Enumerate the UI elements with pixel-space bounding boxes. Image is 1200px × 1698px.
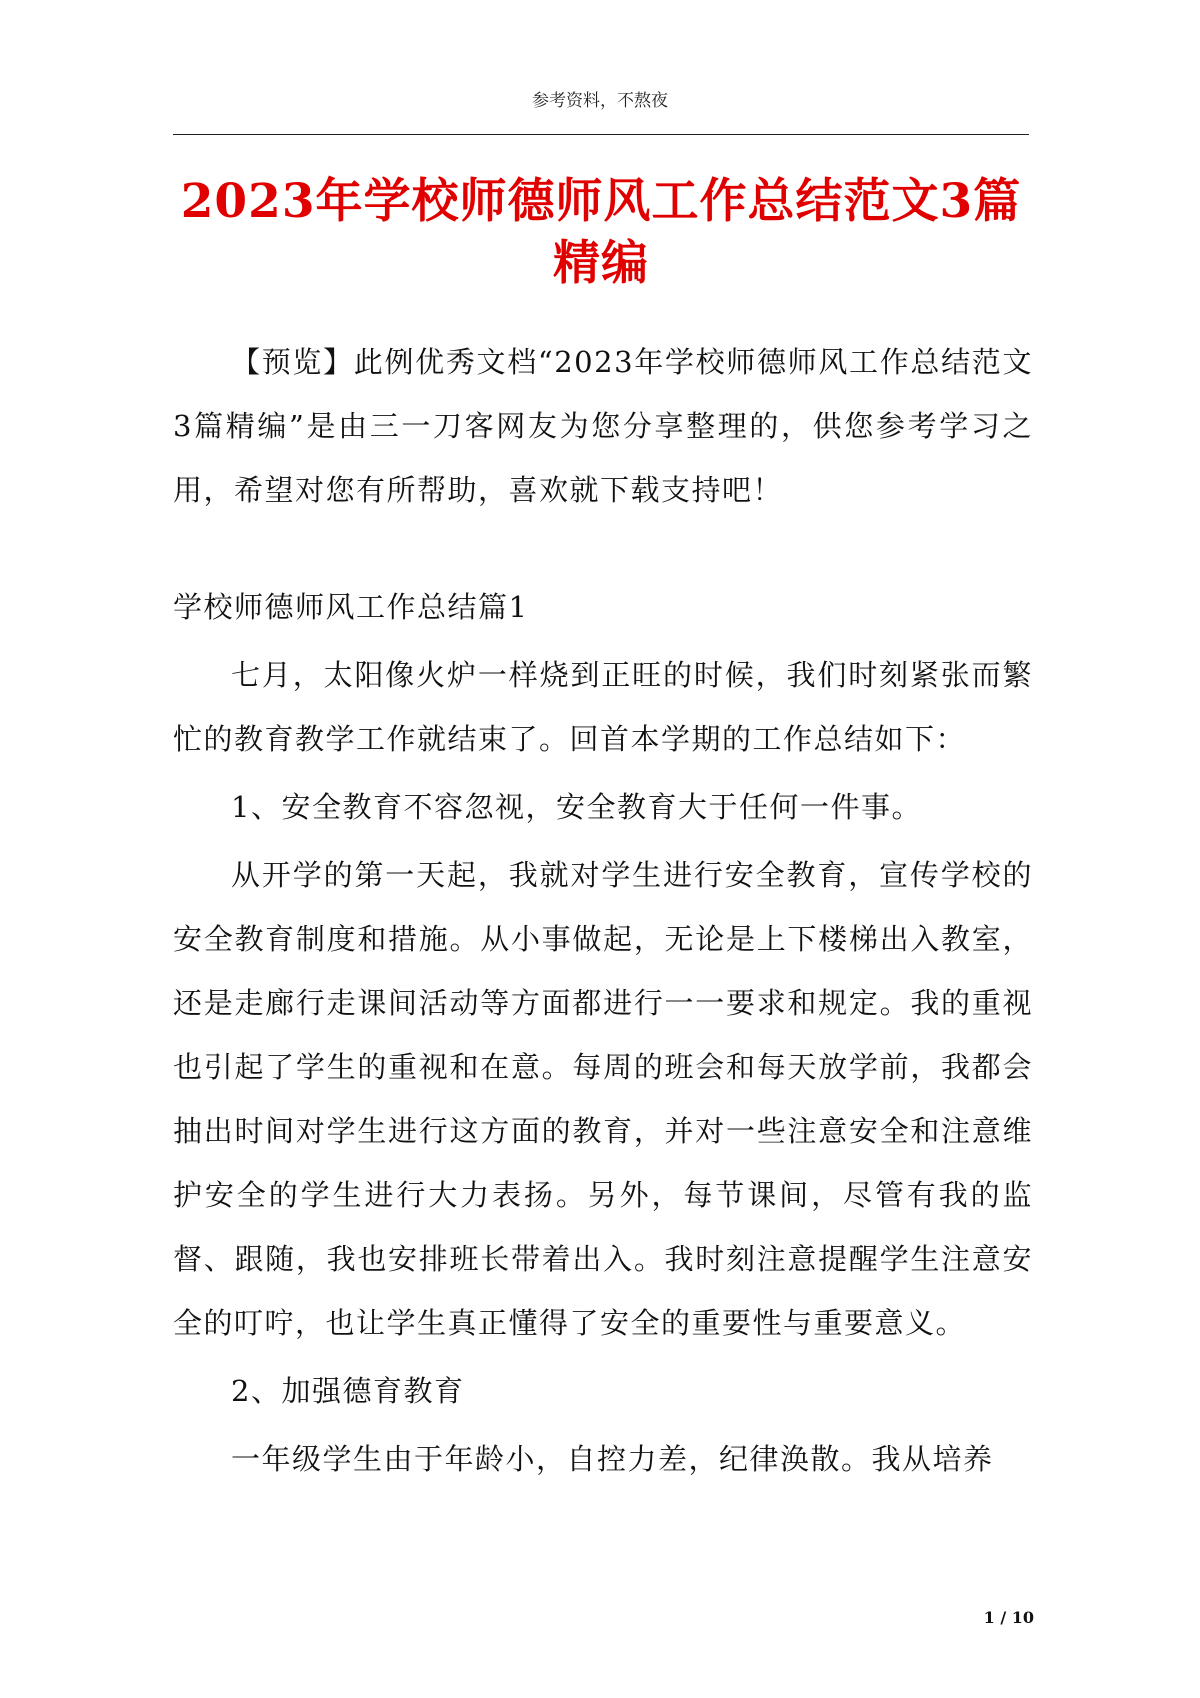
header-note: 参考资料，不熬夜 xyxy=(532,91,668,111)
body-paragraph: 2、加强德育教育 xyxy=(231,1374,465,1408)
document-title: 2023年学校师德师风工作总结范文3篇精编 xyxy=(180,174,1022,292)
preview-paragraph: 【预览】此例优秀文档“2023年学校师德师风工作总结范文3篇精编”是由三一刀客网友为您分享整理的，供您参考学习之用，希望对您有所帮助，喜欢就下载支持吧！ xyxy=(173,345,1033,507)
document-body xyxy=(173,330,1033,1495)
section-heading: 学校师德师风工作总结篇1 xyxy=(173,590,529,624)
page-number: 1 / 10 xyxy=(983,1608,1034,1627)
body-paragraph: 一年级学生由于年龄小，自控力差，纪律涣散。我从培养 xyxy=(231,1442,994,1476)
header-divider xyxy=(173,134,1029,135)
body-paragraph: 从开学的第一天起，我就对学生进行安全教育，宣传学校的安全教育制度和措施。从小事做起，无论是上下楼梯出入教室，还是走廊行走课间活动等方面都进行一一要求和规定。我的重视也引起了学生的重视和在意。每周的班会和每天放学前，我都会抽出时间对学生进行这方面的教育，并对一些注意安全和注意维护安全的学生进行大力表扬。另外，每节课间，尽管有我的监督、跟随，我也安排班长带着出入。我时刻注意提醒学生注意安全的叮咛，也让学生真正懂得了安全的重要性与重要意义。 xyxy=(173,858,1033,1340)
body-paragraph: 1、安全教育不容忽视，安全教育大于任何一件事。 xyxy=(231,790,922,824)
body-paragraph: 七月，太阳像火炉一样烧到正旺的时候，我们时刻紧张而繁忙的教育教学工作就结束了。回首本学期的工作总结如下： xyxy=(173,658,1033,756)
